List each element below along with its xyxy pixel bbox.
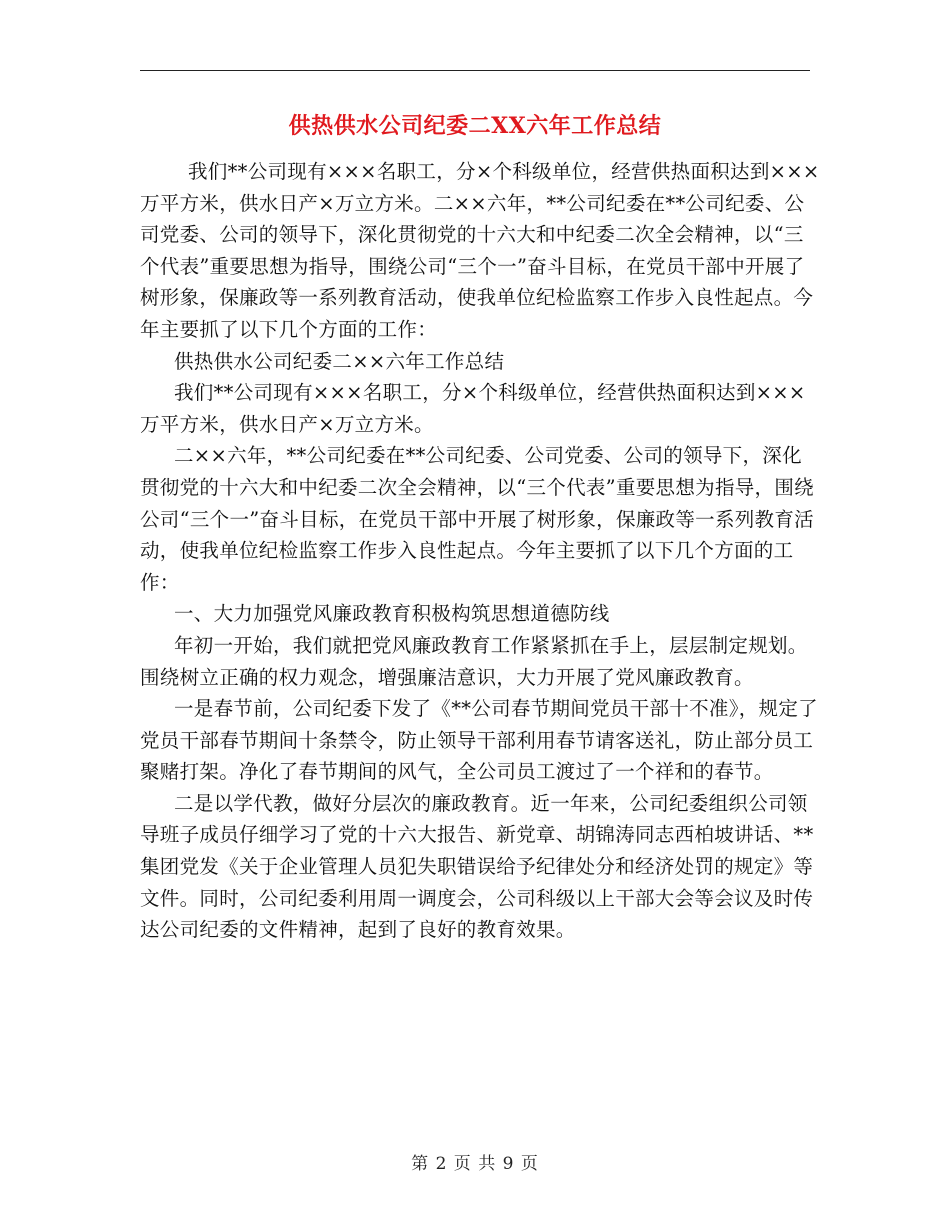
document-body (140, 156, 820, 946)
document-title: 供热供水公司纪委二XX六年工作总结 (288, 113, 662, 139)
paragraph-company-overview: 我们**公司现有×××名职工，分×个科级单位，经营供热面积达到×××万平方米，供水日产×万立方米。 (140, 381, 806, 436)
page-number: 第 2 页 共 9 页 (411, 1154, 539, 1174)
section-heading-1: 一、大力加强党风廉政教育积极构筑思想道德防线 (174, 602, 610, 626)
header-rule (140, 70, 810, 71)
paragraph-study-education: 二是以学代教，做好分层次的廉政教育。近一年来，公司纪委组织公司领导班子成员仔细学习了党的十六大报告、新党章、胡锦涛同志西柏坡讲话、**集团党发《关于企业管理人员犯失职错误给予纪律处分和经济处罚的规定》等文件。同时，公司纪委利用周一调度会，公司科级以上干部大会等会议及时传达公司纪委的文件精神，起到了良好的教育效果。 (140, 791, 814, 942)
paragraph-planning: 年初一开始，我们就把党风廉政教育工作紧紧抓在手上，层层制定规划。围绕树立正确的权力观念，增强廉洁意识，大力开展了党风廉政教育。 (140, 633, 808, 689)
paragraph-year-summary: 二××六年，**公司纪委在**公司纪委、公司党委、公司的领导下，深化贯彻党的十六大和中纪委二次全会精神，以“三个代表”重要思想为指导，围绕公司“三个一”奋斗目标，在党员干部中开展了树形象，保廉政等一系列教育活动，使我单位纪检监察工作步入良性起点。今年主要抓了以下几个方面的工作： (140, 444, 814, 594)
paragraph-intro: 我们**公司现有×××名职工，分×个科级单位，经营供热面积达到×××万平方米，供水日产×万立方米。二××六年，**公司纪委在**公司纪委、公司党委、公司的领导下，深化贯彻党的十六大和中纪委二次全会精神，以“三个代表”重要思想为指导，围绕公司“三个一”奋斗目标，在党员干部中开展了树形象，保廉政等一系列教育活动，使我单位纪检监察工作步入良性起点。今年主要抓了以下几个方面的工作： (140, 160, 820, 341)
paragraph-spring-festival: 一是春节前，公司纪委下发了《**公司春节期间党员干部十不准》，规定了党员干部春节期间十条禁令，防止领导干部利用春节请客送礼，防止部分员工聚赌打架。净化了春节期间的风气，全公司员工渡过了一个祥和的春节。 (140, 697, 818, 784)
paragraph-subtitle: 供热供水公司纪委二××六年工作总结 (174, 349, 505, 373)
